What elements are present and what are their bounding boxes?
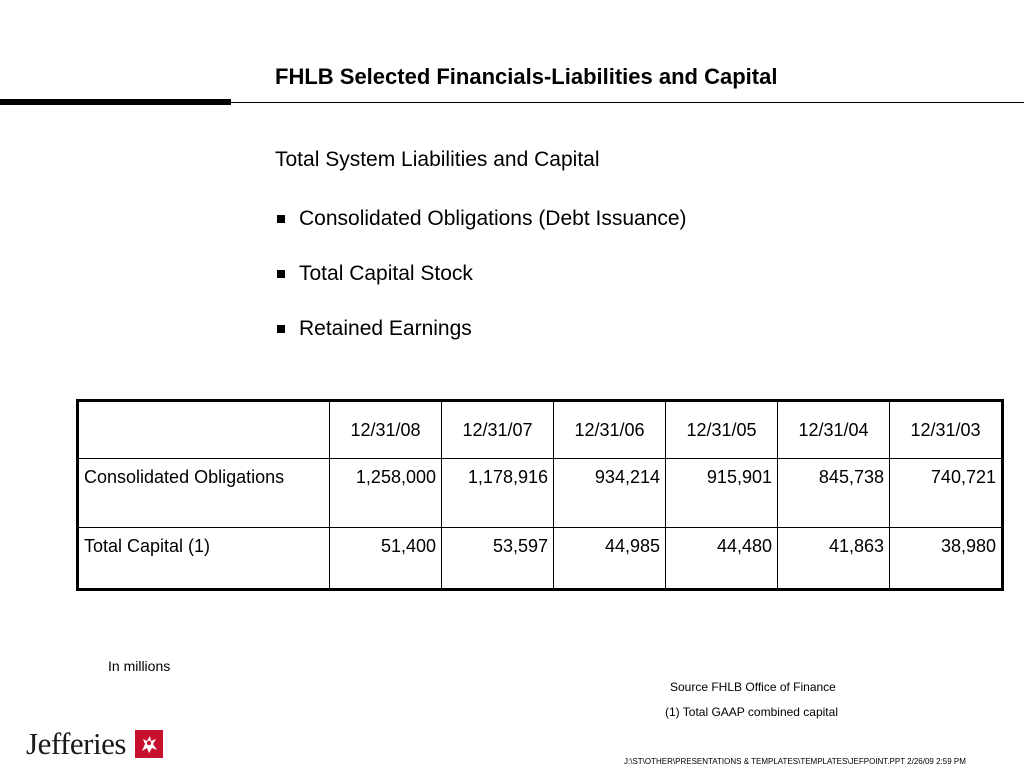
column-header: 12/31/05 — [666, 401, 778, 459]
column-header: 12/31/07 — [442, 401, 554, 459]
table-corner-cell — [78, 401, 330, 459]
square-bullet-icon — [277, 270, 285, 278]
file-path-footer: J:\ST\OTHER\PRESENTATIONS & TEMPLATES\TEMPLATES\JEFPOINT.PPT 2/26/09 2:59 PM — [624, 757, 966, 766]
bullet-text: Retained Earnings — [299, 316, 472, 340]
table-cell: 915,901 — [666, 459, 778, 528]
jefferies-logo — [26, 726, 163, 762]
column-header: 12/31/03 — [890, 401, 1003, 459]
section-subtitle: Total System Liabilities and Capital — [275, 148, 600, 171]
table-cell: 41,863 — [778, 528, 890, 590]
table-cell: 38,980 — [890, 528, 1003, 590]
table-row — [78, 459, 1003, 528]
financials-table — [76, 399, 1004, 591]
table-header-row — [78, 401, 1003, 459]
table-row — [78, 528, 1003, 590]
square-bullet-icon — [277, 325, 285, 333]
units-note: In millions — [108, 658, 171, 674]
table-cell: 44,480 — [666, 528, 778, 590]
griffin-crest-icon — [135, 730, 163, 758]
column-header: 12/31/08 — [330, 401, 442, 459]
column-header: 12/31/04 — [778, 401, 890, 459]
footnote: (1) Total GAAP combined capital — [665, 705, 838, 719]
table-cell: 53,597 — [442, 528, 554, 590]
table-cell: 934,214 — [554, 459, 666, 528]
title-rule-thick — [0, 99, 231, 105]
bullet-item — [275, 205, 687, 232]
bullet-text: Total Capital Stock — [299, 261, 473, 285]
table-cell: 740,721 — [890, 459, 1003, 528]
table-cell: 1,258,000 — [330, 459, 442, 528]
column-header: 12/31/06 — [554, 401, 666, 459]
table-cell: 51,400 — [330, 528, 442, 590]
square-bullet-icon — [277, 215, 285, 223]
table-cell: 44,985 — [554, 528, 666, 590]
row-label: Total Capital (1) — [78, 528, 330, 590]
bullet-list — [275, 205, 687, 370]
table-cell: 845,738 — [778, 459, 890, 528]
row-label: Consolidated Obligations — [78, 459, 330, 528]
bullet-text: Consolidated Obligations (Debt Issuance) — [299, 206, 687, 230]
logo-text: Jefferies — [26, 726, 126, 761]
bullet-item — [275, 260, 687, 287]
source-note: Source FHLB Office of Finance — [670, 680, 836, 694]
bullet-item — [275, 315, 687, 342]
table-cell: 1,178,916 — [442, 459, 554, 528]
title-rule-thin — [231, 102, 1024, 103]
slide-title: FHLB Selected Financials-Liabilities and Capital — [275, 64, 778, 89]
